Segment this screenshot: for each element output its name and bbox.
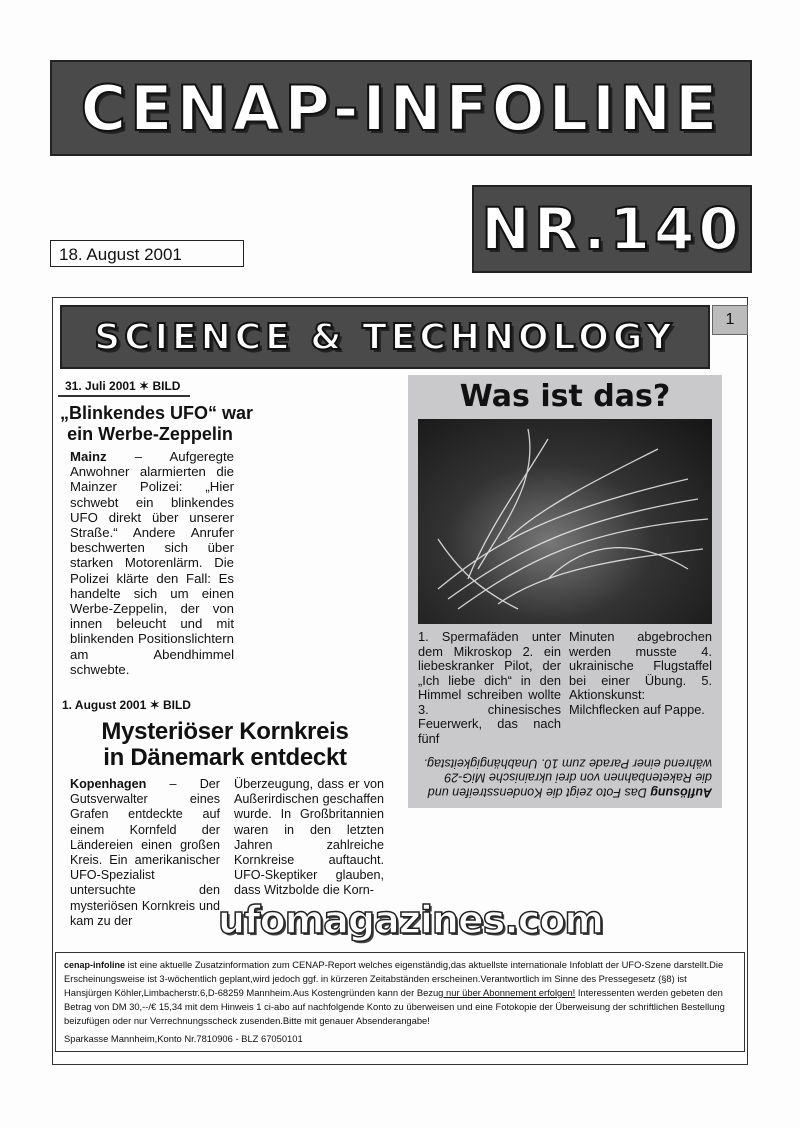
article1-headline bbox=[60, 403, 254, 445]
footer-brand: cenap-infoline bbox=[64, 960, 126, 970]
footer-text: Interessenten werden gebeten den Betrag von DM 30,--/€ 15,34 mit dem Hinweis 1 ci-abo auf nachfolgende Konto zu überweisen und eine Fotokopie der Überweisung der schriftlichen Bestellung beizufügen oder nur Verrechnungsscheck zusenden.Bitte mit genauer Absenderangabe! bbox=[64, 987, 725, 1026]
bank-details: Sparkasse Mannheim,Konto Nr.7810906 - BLZ 67050101 bbox=[64, 1033, 303, 1044]
headline-line: ein Werbe-Zeppelin bbox=[67, 424, 233, 444]
article2-col2: Überzeugung, dass er von Außerirdischen geschaffen wurde. In Großbritannien waren in den letzten Jahren zahlreiche Kornkreise auftaucht. UFO-Skeptiker glauben, dass Witzbolde die Korn- bbox=[234, 777, 384, 898]
article2-lead: Kopenhagen bbox=[70, 777, 147, 792]
contrail-photo bbox=[418, 419, 712, 624]
issue-date: 18. August 2001 bbox=[50, 240, 244, 267]
clipping-title: Was ist das? bbox=[459, 379, 671, 414]
footer-text: ist eine aktuelle Zusatzinformation zum CENAP-Report welches eigenständig,das aktuellste internationale Infoblatt der UFO-Szene darstellt.Die Erscheinungsweise ist 3-wöchentlich geplant,wird jedoch ggf. in kürzeren Zeitabständen erscheinen.Verantwortlich im Sinne des Pressegesetz (§8) ist Hansjürgen Köhler,Limbacherstr.6,D-68259 Mannheim.Aus Kostengründen kann der Bezug bbox=[64, 959, 724, 998]
answer-label: Auflösung bbox=[650, 785, 712, 800]
photo-clipping bbox=[408, 375, 722, 808]
article1-lead: Mainz bbox=[70, 449, 107, 464]
section-title: SCIENCE & TECHNOLOGY bbox=[94, 316, 676, 358]
upside-down-answer bbox=[418, 756, 712, 800]
page-number: 1 bbox=[712, 305, 748, 335]
caption-col1: 1. Spermafäden unter dem Mikroskop 2. ein liebeskranker Pilot, der „Ich liebe dich“ in den Himmel schreiben wollte 3. chinesisches Feuerwerk, das nach fünf bbox=[418, 629, 561, 746]
issue-number: NR.140 bbox=[481, 195, 743, 263]
clipping-caption bbox=[418, 630, 712, 746]
masthead-banner bbox=[50, 60, 752, 156]
article1-text: – Aufgeregte Anwohner alarmierten die Mainzer Polizei: „Hier schwebt ein blinkendes UFO direkt über unserer Straße.“ Andere Anrufer beschwerten sich über starken Motorenlärm. Die Polizei klärte den Fall: Es handelte sich um einen Werbe-Zeppelin, der von innen beleucht und mit blinkenden Positionslichtern am Abendhimmel schwebte. bbox=[70, 449, 234, 677]
article2-col1 bbox=[70, 777, 220, 929]
article2-text: – Der Gutsverwalter eines Grafen entdeckte auf einem Kornfeld der Ländereien einen großen Kreis. Ein amerikanischer UFO-Spezialist untersuchte den mysteriösen Kornkreis und kam zu der bbox=[70, 777, 220, 928]
article-kornkreis bbox=[60, 697, 390, 929]
headline-line: Mysteriöser Kornkreis bbox=[101, 718, 349, 746]
section-banner bbox=[60, 305, 710, 369]
left-column bbox=[60, 378, 390, 929]
headline-line: „Blinkendes UFO“ war bbox=[60, 403, 254, 423]
caption-col2: Minuten abgebrochen werden musste 4. ukrainische Flugstaffel bei einer Übung. 5. Aktionskunst: Milchflecken auf Pappe. bbox=[569, 629, 712, 717]
headline-line: in Dänemark entdeckt bbox=[103, 744, 347, 772]
contrail-lines bbox=[418, 419, 712, 624]
article2-dateline: 1. August 2001 ✶ BILD bbox=[62, 698, 191, 713]
masthead-title: CENAP-INFOLINE bbox=[80, 71, 722, 145]
watermark: ufomagazines.com bbox=[218, 898, 604, 942]
article-zeppelin bbox=[60, 378, 390, 677]
article1-body bbox=[70, 449, 234, 677]
answer-text: Das Foto zeigt die Kondensstreifen und die Raketenbahnen von drei ukrainische MiG-29 während einer Parade zum 10. Unabhängigkeitstag. bbox=[423, 756, 712, 800]
divider bbox=[58, 395, 190, 397]
article2-headline bbox=[60, 719, 390, 771]
imprint-box bbox=[55, 952, 745, 1052]
article1-dateline: 31. Juli 2001 ✶ BILD bbox=[65, 379, 181, 393]
footer-underlined: nur über Abonnement erfolgen! bbox=[443, 987, 576, 998]
issue-number-box bbox=[472, 185, 752, 273]
